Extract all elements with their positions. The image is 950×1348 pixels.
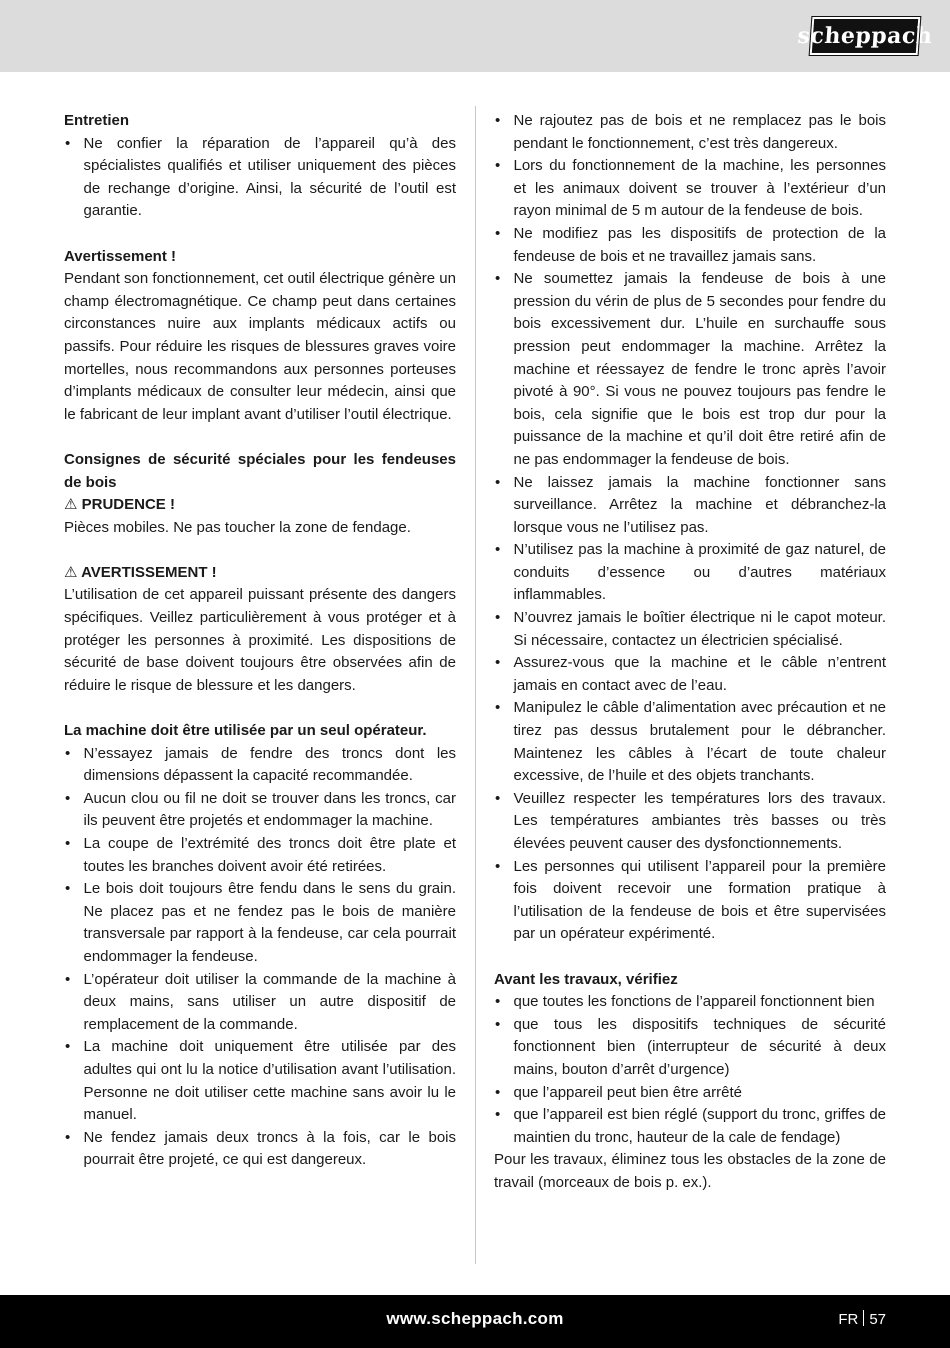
warning-paragraph: Pendant son fonctionnement, cet outil électrique génère un champ électromagnétique. Ce champ peut dans certaines circonstances nuire aux implants médicaux actifs ou passifs. Pour réduire les risques de blessures graves voire mortelles, nous recommandons aux personnes porteuses d’implants médicaux de consulter leur médecin, ainsi que le fabricant de leur implant avant d’utiliser l’outil électrique. xyxy=(64,270,456,423)
website-url: www.scheppach.com xyxy=(386,1309,564,1328)
list-item: • N’utilisez pas la machine à proximité de gaz naturel, de conduits d’essence ou d’autres matériaux inflammables. xyxy=(494,539,886,607)
right-column xyxy=(494,110,886,1195)
safety-list xyxy=(494,110,886,946)
list-item: • Ne soumettez jamais la fendeuse de bois à une pression du vérin de plus de 5 secondes pour fendre du bois excessivement dur. L’huile en surchauffe sous pression peut endommager la machine. Arrêtez la machine et réessayez de fendre le tronc après l’avoir pivoté à 90°. Si vous ne pouvez toujours pas fendre le bois, cela signifie que le bois est trop dur pour la puissance de la machine et qu’il doit être retiré afin de ne pas endommager la fendeuse de bois. xyxy=(494,268,886,471)
check-list xyxy=(494,991,886,1149)
maintenance-list xyxy=(64,133,456,223)
list-item: • Le bois doit toujours être fendu dans le sens du grain. Ne placez pas et ne fendez pas le bois de manière transversale par rapport à la fendeuse, car cela pourrait endommager la fendeuse. xyxy=(64,878,456,968)
operator-list xyxy=(64,743,456,1172)
closing-paragraph: Pour les travaux, éliminez tous les obstacles de la zone de travail (morceaux de bois p. ex.). xyxy=(494,1151,886,1191)
list-item: • que toutes les fonctions de l’appareil fonctionnent bien xyxy=(494,991,886,1014)
special-safety-heading: Consignes de sécurité spéciales pour les fendeuses de bois xyxy=(64,450,456,491)
page-number xyxy=(838,1310,886,1328)
column-divider xyxy=(475,106,476,1264)
list-item: • Veuillez respecter les températures lors des travaux. Les températures ambiantes très basses ou très élevées peuvent causer des dysfonctionnements. xyxy=(494,788,886,856)
list-item: • que l’appareil peut bien être arrêté xyxy=(494,1082,886,1105)
page-header xyxy=(0,0,950,72)
caution-paragraph: Pièces mobiles. Ne pas toucher la zone de fendage. xyxy=(64,518,411,536)
warning-heading: Avertissement ! xyxy=(64,247,176,265)
list-item: • N’ouvrez jamais le boîtier électrique ni le capot moteur. Si nécessaire, contactez un électricien spécialisé. xyxy=(494,607,886,652)
list-item: • que tous les dispositifs techniques de sécurité fonctionnent bien (interrupteur de sécurité à deux mains, bouton d’arrêt d’urgence) xyxy=(494,1014,886,1082)
list-item: • Ne laissez jamais la machine fonctionner sans surveillance. Arrêtez la machine et débranchez-la lorsque vous ne l’utilisez pas. xyxy=(494,472,886,540)
list-item: • Ne rajoutez pas de bois et ne remplacez pas le bois pendant le fonctionnement, c’est très dangereux. xyxy=(494,110,886,155)
maintenance-heading: Entretien xyxy=(64,112,130,129)
warning-triangle-icon: ⚠ xyxy=(64,563,78,581)
separator xyxy=(863,1310,864,1326)
list-item: • Ne fendez jamais deux troncs à la fois, car le bois pourrait être projeté, ce qui est dangereux. xyxy=(64,1127,456,1172)
caution-label: PRUDENCE ! xyxy=(81,496,175,514)
list-item: • N’essayez jamais de fendre des troncs dont les dimensions dépassent la capacité recommandée. xyxy=(64,743,456,788)
warning2-paragraph: L’utilisation de cet appareil puissant présente des dangers spécifiques. Veillez particulièrement à vous protéger et à protéger les personnes à proximité. Les dispositions de sécurité de base doivent toujours être observées afin de réduire le risque de blessure et les dangers. xyxy=(64,586,456,694)
caution-heading xyxy=(64,494,456,517)
list-item: • que l’appareil est bien réglé (support du tronc, griffes de maintien du tronc, hauteur de la cale de fendage) xyxy=(494,1104,886,1149)
check-heading: Avant les travaux, vérifiez xyxy=(494,970,678,988)
list-item: • Les personnes qui utilisent l’appareil pour la première fois doivent recevoir une formation pratique à l’utilisation de la fendeuse de bois et être supervisées par un opérateur expérimenté. xyxy=(494,856,886,946)
warning2-heading xyxy=(64,562,456,585)
list-item: • Manipulez le câble d’alimentation avec précaution et ne tirez pas dessus brutalement pour le débrancher. Maintenez les câbles à l’écart de toute chaleur excessive, de l’huile et des objets tranchants. xyxy=(494,697,886,787)
list-item: • Ne modifiez pas les dispositifs de protection de la fendeuse de bois et ne travaillez jamais sans. xyxy=(494,223,886,268)
list-item: • La machine doit uniquement être utilisée par des adultes qui ont lu la notice d’utilisation avant l’utilisation. Personne ne doit utiliser cette machine sans avoir lu le manuel. xyxy=(64,1036,456,1126)
left-column xyxy=(64,110,456,1172)
list-item: • Lors du fonctionnement de la machine, les personnes et les animaux doivent se trouver à l’extérieur d’un rayon minimal de 5 m autour de la fendeuse de bois. xyxy=(494,155,886,223)
list-item: • Aucun clou ou fil ne doit se trouver dans les troncs, car ils peuvent être projetés et endommager la machine. xyxy=(64,788,456,833)
language-code: FR xyxy=(838,1311,859,1328)
warning-triangle-icon: ⚠ xyxy=(64,496,78,514)
list-item: • La coupe de l’extrémité des troncs doit être plate et toutes les branches doivent avoir été retirées. xyxy=(64,833,456,878)
warning2-label: AVERTISSEMENT ! xyxy=(81,563,217,581)
scheppach-logo: scheppach xyxy=(810,17,921,55)
operator-heading: La machine doit être utilisée par un seul opérateur. xyxy=(64,722,427,740)
list-item: • Ne confier la réparation de l’appareil qu’à des spécialistes qualifiés et utiliser uniquement des pièces de rechange d’origine. Ainsi, la sécurité de l’outil est garantie. xyxy=(64,133,456,223)
page-footer xyxy=(0,1295,950,1348)
list-item: • Assurez-vous que la machine et le câble n’entrent jamais en contact avec de l’eau. xyxy=(494,652,886,697)
list-item: • L’opérateur doit utiliser la commande de la machine à deux mains, sans utiliser un autre dispositif de remplacement de la commande. xyxy=(64,969,456,1037)
page-number-value: 57 xyxy=(869,1311,886,1328)
